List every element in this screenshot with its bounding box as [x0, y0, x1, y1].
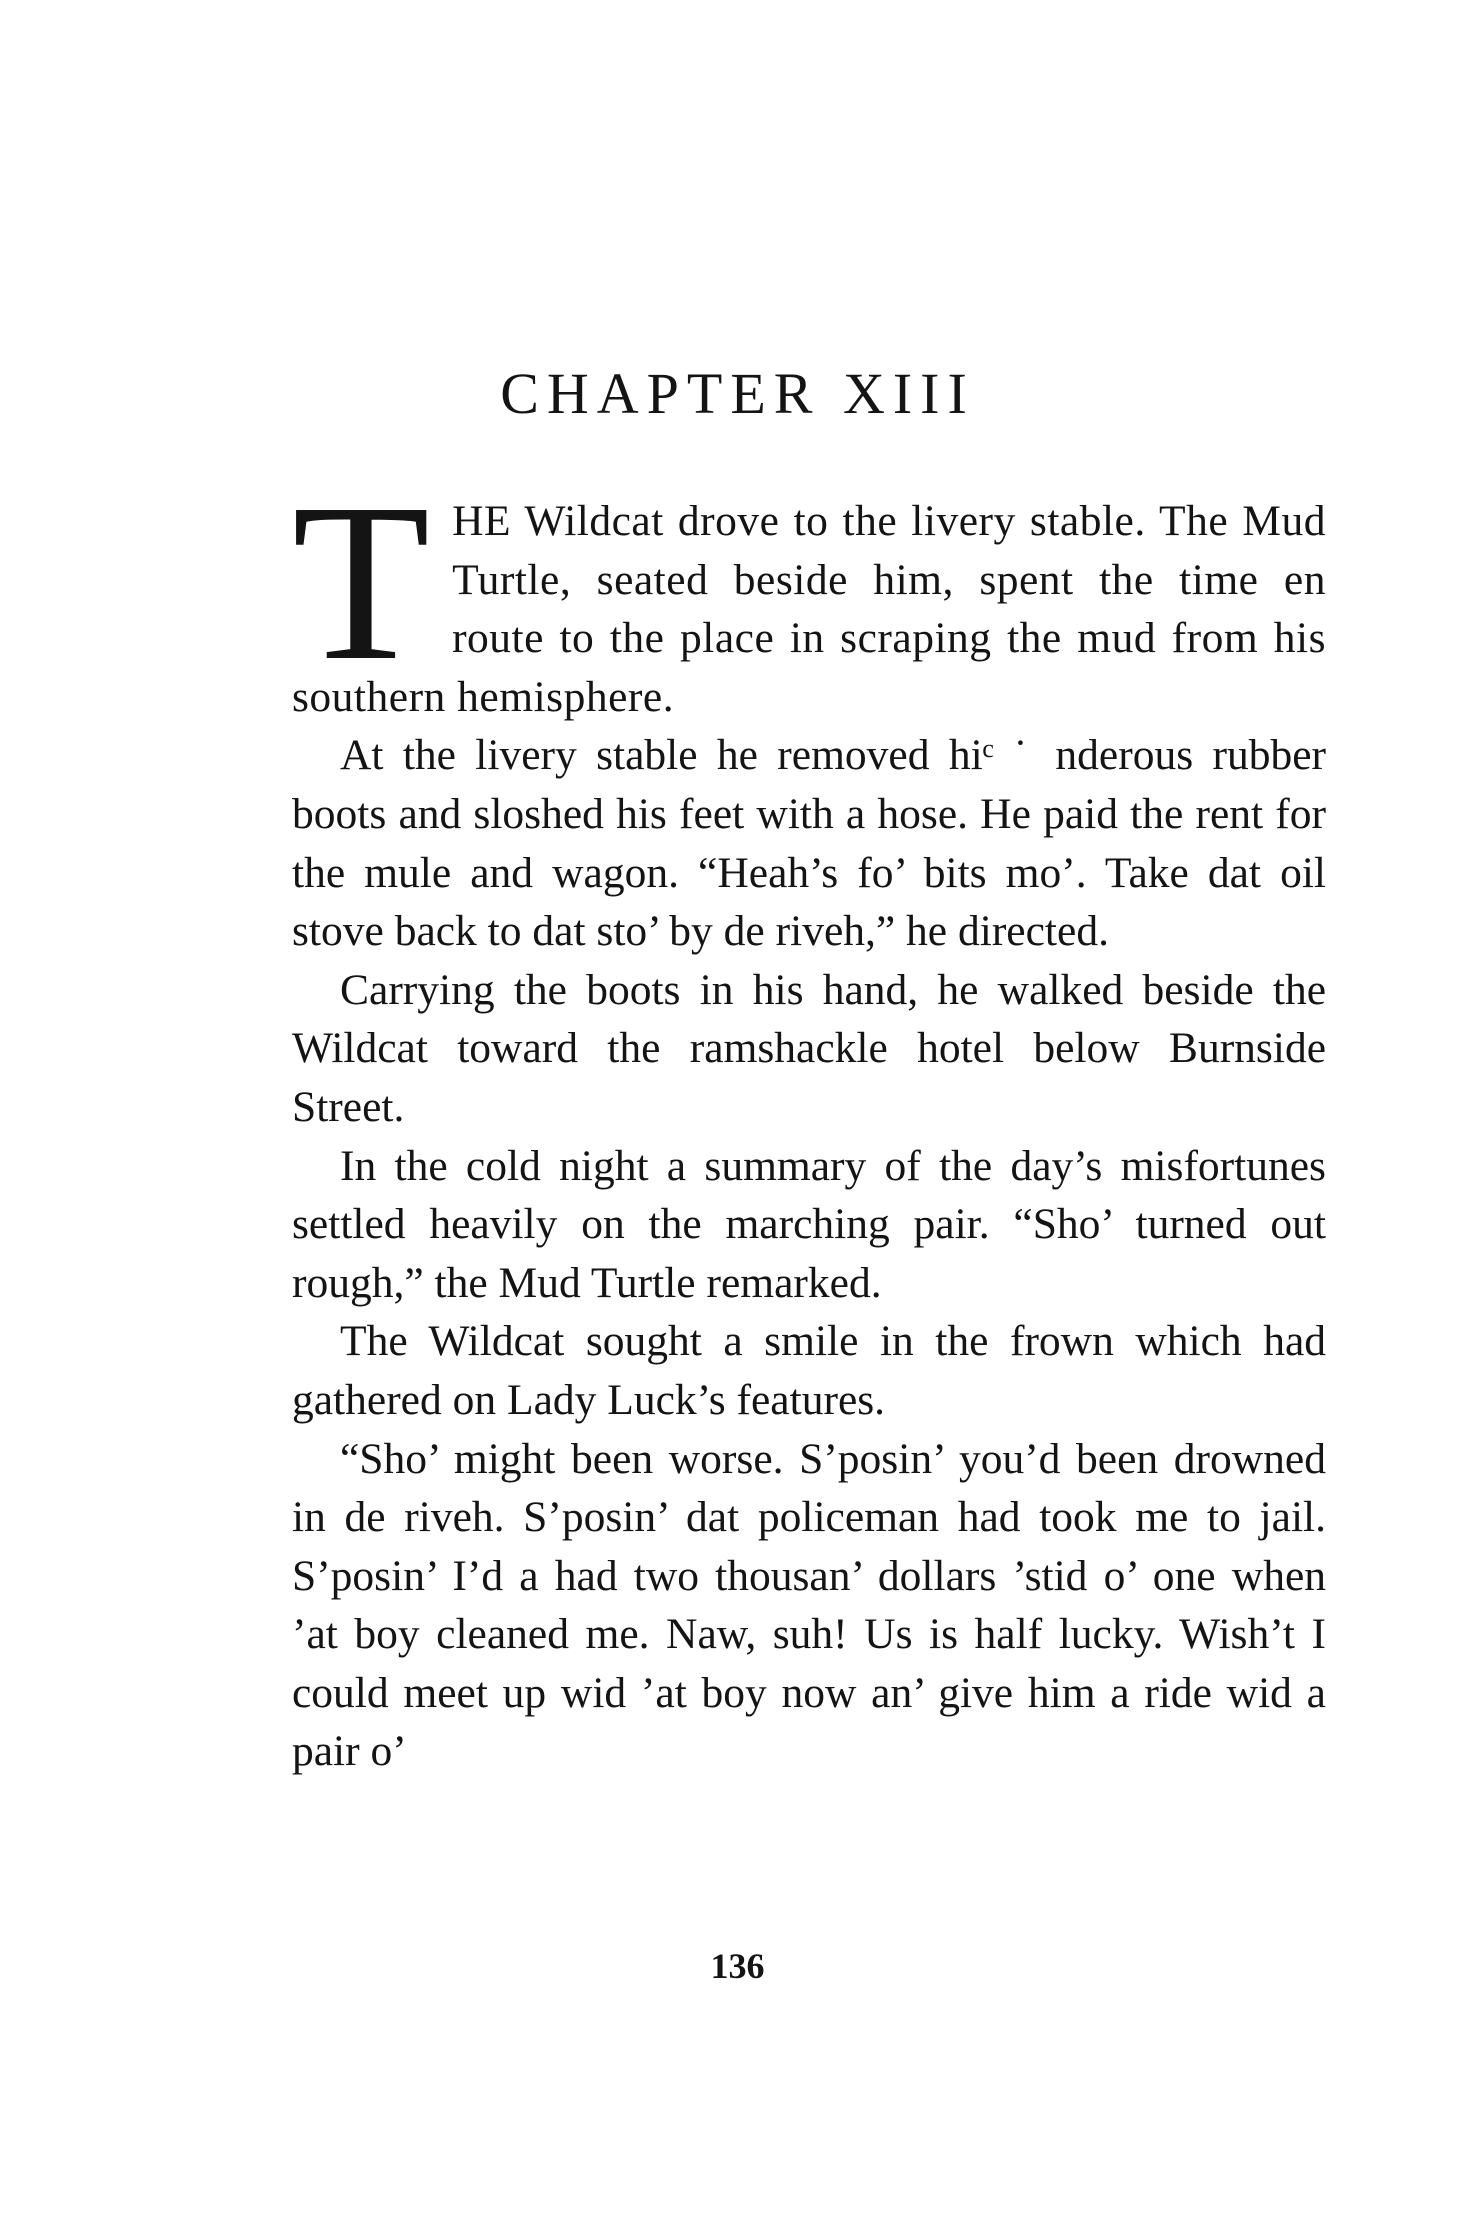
paragraph-3: Carrying the boots in his hand, he walked beside the Wildcat toward the ramshackle hotel below Burnside Street. — [292, 965, 1326, 1131]
chapter-body — [292, 457, 1326, 1781]
paragraph-6: “Sho’ might been worse. S’posin’ you’d been drowned in de riveh. S’posin’ dat policeman had took me to jail. S’posin’ I’d a had two thousan’ dollars ’stid o’ one when ’at boy cleaned me. Naw, suh! Us is half lucky. Wish’t I could meet up wid ’at boy now an’ give him a ride wid a pair o’ — [292, 1434, 1326, 1776]
page-number: 136 — [710, 1946, 765, 1986]
paragraph-5: The Wildcat sought a smile in the frown which had gathered on Lady Luck’s features. — [292, 1317, 1326, 1424]
drop-cap: T — [292, 457, 431, 707]
paragraph-2: At the livery stable he removed hiᶜ ˙ nderous rubber boots and sloshed his feet with a hose. He paid the rent for the mule and wagon. “Heah’s fo’ bits mo’. Take dat oil stove back to dat sto’ by de riveh,” he directed. — [292, 731, 1326, 956]
chapter-heading: CHAPTER XIII — [500, 361, 975, 426]
paragraph-4: In the cold night a summary of the day’s misfortunes settled heavily on the marching pair. “Sho’ turned out rough,” the Mud Turtle remarked. — [292, 1141, 1326, 1307]
paragraph-1-text: HE Wildcat drove to the livery stable. The Mud Turtle, seated beside him, spent the time en route to the place in scraping the mud from his southern hemisphere. — [292, 497, 1326, 721]
paragraph-1 — [292, 457, 1326, 726]
